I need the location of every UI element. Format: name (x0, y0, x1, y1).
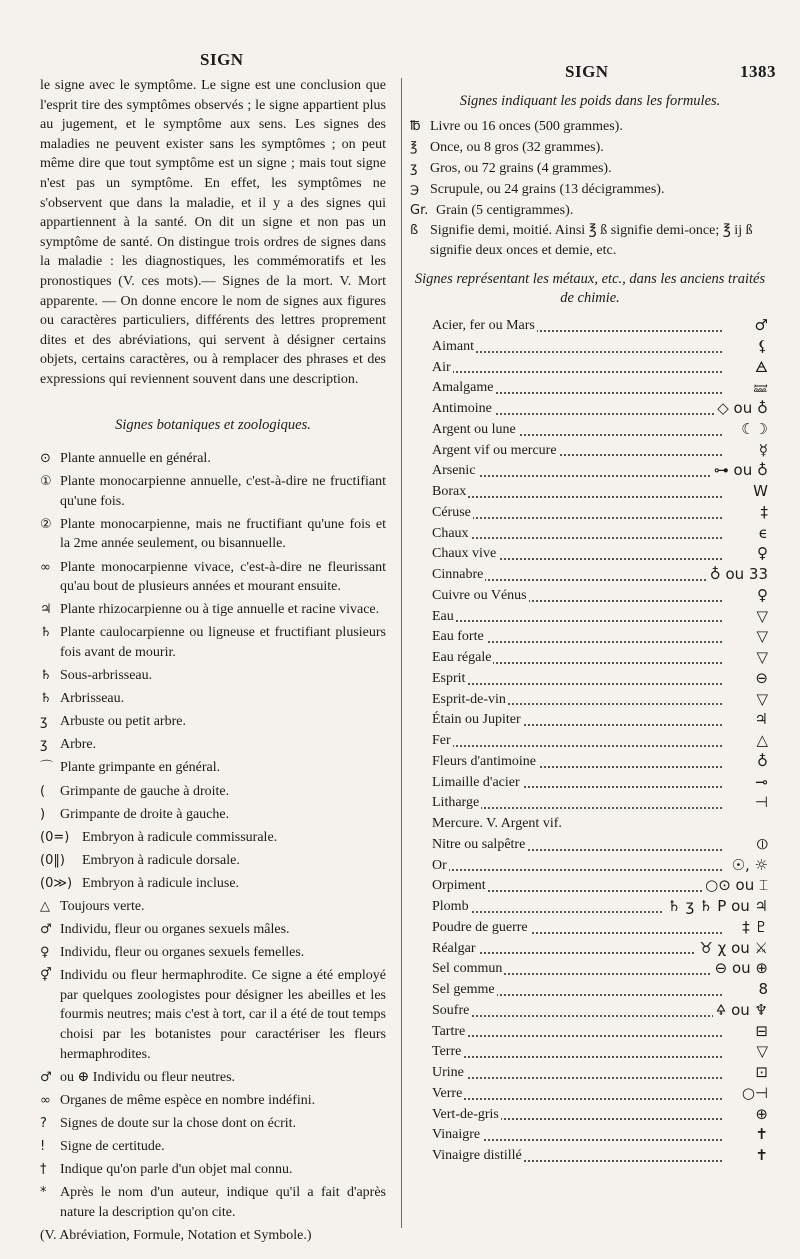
metal-name: Nitre ou salpêtre (432, 836, 526, 852)
sign-description: Plante annuelle en général. (60, 451, 211, 467)
metal-name: Or (432, 857, 447, 873)
alchemical-symbol: ♃ (752, 710, 768, 729)
sign-symbol: ʒ (40, 737, 48, 753)
running-head-left: SIGN (200, 50, 244, 69)
metal-sign-item (432, 814, 770, 835)
weight-sign-item (410, 159, 770, 178)
sign-symbol: ! (40, 1139, 46, 1154)
weights-heading: Signes indiquant les poids dans les formules. (459, 93, 721, 109)
sign-description: Arbrisseau. (60, 691, 125, 707)
alchemical-symbol: ◇ ou ♁ (714, 399, 768, 418)
metal-sign-item (432, 1146, 770, 1167)
metal-name: Tartre (432, 1023, 466, 1039)
weight-symbol: ℈ (410, 181, 420, 197)
weight-description: Grain (5 centigrammes). (436, 202, 574, 218)
alchemical-symbol: ♉ χ ou ⚔ (696, 939, 768, 958)
sign-symbol: (0≫) (40, 875, 73, 891)
metal-sign-item (432, 627, 770, 648)
botanical-sign-item (40, 472, 386, 511)
weight-symbol: ℥ (410, 140, 418, 156)
metal-name: Étain ou Jupiter (432, 712, 521, 728)
metal-sign-item (432, 503, 770, 524)
sign-symbol: ② (40, 516, 52, 532)
sign-description: Organes de même espèce en nombre indéfini. (60, 1092, 316, 1108)
column-divider (401, 78, 402, 1228)
metal-name: Sel commun (432, 961, 503, 977)
metal-sign-item (432, 607, 770, 628)
metal-sign-item (432, 1001, 770, 1022)
metal-name: Céruse (432, 504, 471, 520)
sign-symbol: ⚥ (40, 968, 52, 984)
leader-dots (432, 1056, 722, 1058)
sign-symbol: ♂ (40, 922, 52, 938)
metal-sign-item (432, 1125, 770, 1146)
weight-symbol: Gr. (410, 202, 429, 218)
metal-sign-item (432, 876, 770, 897)
metal-sign-item (432, 856, 770, 877)
alchemical-symbol: ⊖ (752, 669, 768, 688)
sign-symbol: † (40, 1162, 47, 1178)
alchemical-symbol: 🜍 ou ♆ (713, 1001, 768, 1020)
leader-dots (432, 869, 722, 871)
alchemical-symbol: ▽ (753, 607, 768, 626)
page-number: 1383 (740, 62, 776, 81)
botanical-sign-item (40, 558, 386, 597)
metal-name: Chaux (432, 525, 469, 541)
botanical-subheading: Signes botaniques et zoologiques. (115, 416, 311, 433)
botanical-sign-item (40, 1068, 386, 1088)
weight-description: Scrupule, ou 24 grains (13 décigrammes). (430, 181, 665, 197)
botanical-sign-item (40, 623, 386, 662)
sign-description: Plante grimpante en général. (60, 760, 221, 776)
metal-sign-item (432, 648, 770, 669)
alchemical-symbol: ⚸ (754, 337, 768, 356)
sign-description: Signes de doute sur la chose dont on écrit. (60, 1115, 297, 1131)
sign-symbol: ① (40, 474, 52, 490)
metal-name: Réalgar (432, 940, 476, 956)
sign-description: Individu, fleur ou organes sexuels femelles. (60, 945, 305, 961)
alchemical-symbol: ⊡ (752, 1063, 768, 1082)
weight-symbol: ℔ (410, 119, 421, 135)
metal-name: Cinnabre (432, 567, 484, 583)
sign-symbol: ? (40, 1115, 47, 1131)
weight-sign-item (410, 117, 770, 136)
alchemical-symbol: ⊸ (752, 773, 768, 792)
metal-sign-item (432, 980, 770, 1001)
metal-sign-item (432, 897, 770, 918)
sign-description: Sous-arbrisseau. (60, 668, 153, 684)
sign-description: Embryon à radicule incluse. (82, 875, 240, 891)
sign-symbol: ♄ (40, 625, 52, 641)
metal-name: Urine (432, 1065, 464, 1081)
sign-description: ou ⊕ Individu ou fleur neutres. (60, 1069, 236, 1085)
metal-name: Verre (432, 1085, 463, 1101)
sign-description: Plante monocarpienne vivace, c'est-à-dire ne fleurissant qu'au bout de plusieurs années et mourant ensuite. (60, 559, 386, 595)
alchemical-symbol: ♂ (752, 316, 768, 335)
weight-symbol: ʒ (410, 161, 418, 176)
intro-paragraph: le signe avec le symptôme. Le signe est une conclusion que l'esprit tire des symptômes observés ; le signe appartient plus au jugement, et le symptôme aux sens. Les signes des maladies ne peuvent exister sans les symptômes ; on peut même dire que tout symptôme est un signe ; mais tout signe n'est pas un symptôme. En effet, les symptômes ne s'observent que dans la maladie, et il y a des signes qui appartiennent à la santé. On dit un signe et non pas un symptôme de santé. On distingue trois ordres de signes dans la maladie : les diagnostiques, les commémoratifs et les pronostiques (V. ces mots).— Signes de la mort. V. Mort apparente. — On donne encore le nom de signes aux figures ou caractères particuliers, différents des lettres proprement dites et des abréviations, qui servent à désigner certains objets, certains caractères, ou à remplacer des phrases et des expressions qui reviennent souvent dans une description. (40, 78, 386, 387)
alchemical-symbol: ✝ (752, 1146, 768, 1165)
metal-name: Air (432, 359, 451, 375)
metal-name: Eau forte (432, 629, 484, 645)
alchemical-symbol: ▽ (753, 690, 768, 709)
metal-name: Arsenic (432, 463, 476, 479)
botanical-sign-item (40, 600, 386, 620)
alchemical-symbol: ♀ (754, 586, 768, 605)
metal-sign-item (432, 1042, 770, 1063)
botanical-sign-item (40, 712, 386, 732)
sign-description: Indique qu'on parle d'un objet mal connu. (60, 1162, 293, 1178)
metal-name: Chaux vive (432, 546, 497, 562)
leader-dots (432, 1077, 722, 1079)
metal-name: Fer (432, 733, 451, 749)
sign-symbol: ⌒ (40, 760, 54, 776)
leader-dots (432, 496, 722, 498)
metal-name: Litharge (432, 795, 480, 811)
metal-name: Vinaigre distillé (432, 1148, 522, 1164)
botanical-sign-item (40, 666, 386, 686)
metal-name: Eau régale (432, 650, 492, 666)
metal-name: Soufre (432, 1002, 470, 1018)
leader-dots (432, 1015, 722, 1017)
metal-sign-item (432, 441, 770, 462)
metal-name: Sel gemme (432, 982, 495, 998)
leader-dots (432, 620, 722, 622)
see-also-note: (V. Abréviation, Formule, Notation et Symbole.) (40, 1227, 312, 1243)
metal-name: Orpiment (432, 878, 486, 894)
metal-sign-item (432, 1063, 770, 1084)
sign-description: Toujours verte. (60, 898, 145, 914)
sign-description: Après le nom d'un auteur, indique qu'il a fait d'après nature la description qu'on cite. (60, 1185, 386, 1220)
weight-sign-item (410, 221, 770, 260)
sign-description: Individu, fleur ou organes sexuels mâles. (60, 922, 290, 938)
leader-dots (432, 371, 722, 373)
metal-sign-item (432, 544, 770, 565)
metal-name: Cuivre ou Vénus (432, 587, 527, 603)
leader-dots (432, 1035, 722, 1037)
botanical-sign-item (40, 782, 386, 802)
right-column (410, 92, 770, 1167)
sign-description: Signe de certitude. (60, 1139, 165, 1154)
metal-sign-item (432, 939, 770, 960)
metal-name: Vert-de-gris (432, 1106, 499, 1122)
leader-dots (432, 745, 722, 747)
metal-sign-item (432, 793, 770, 814)
sign-symbol: ) (40, 806, 46, 822)
metal-name: Aimant (432, 338, 474, 354)
metal-sign-item (432, 752, 770, 773)
sign-description: Plante monocarpienne, mais ne fructifiant qu'une fois et la 2me année seulement, ou bisannuelle. (60, 516, 386, 552)
metal-sign-item (432, 378, 770, 399)
sign-description: Individu ou fleur hermaphrodite. Ce signe a été employé par quelques zoologistes pour désigner les abeilles et les fourmis neutres; mais c'est à tort, car il a été de tout temps choisi par les botanistes pour caractériser les fleurs hermaphrodites. (60, 968, 386, 1062)
alchemical-symbol: ϵ (756, 524, 768, 543)
metal-name: Amalgame (432, 380, 494, 396)
metal-sign-item (432, 731, 770, 752)
metal-name: Acier, fer ou Mars (432, 318, 535, 334)
metal-name: Fleurs d'antimoine (432, 753, 537, 769)
sign-symbol: ♄ (40, 691, 52, 707)
sign-symbol: ( (40, 783, 46, 799)
weights-sign-list (410, 117, 770, 260)
alchemical-symbol: ‡ ♇ (739, 918, 768, 937)
botanical-sign-item (40, 735, 386, 755)
sign-symbol: ♄ (40, 668, 52, 684)
metal-name: Poudre de guerre (432, 919, 528, 935)
metals-heading: Signes représentant les métaux, etc., dans les anciens traités de chimie. (414, 271, 766, 307)
alchemical-symbol: ☾☽ (738, 420, 768, 439)
botanical-sign-item (40, 920, 386, 940)
metal-sign-item (432, 524, 770, 545)
alchemical-symbol: △ (753, 731, 768, 750)
alchemical-symbol: ▽ (753, 1042, 768, 1061)
botanical-sign-item (40, 897, 386, 917)
botanical-sign-item (40, 1183, 386, 1222)
metal-sign-item (432, 316, 770, 337)
sign-symbol: * (40, 1185, 47, 1201)
alchemical-symbol: ⦶ (754, 835, 768, 854)
weight-description: Gros, ou 72 grains (4 grammes). (430, 161, 612, 176)
alchemical-symbol: ○⊙ ou ⌶ (702, 876, 768, 895)
botanical-sign-item (40, 689, 386, 709)
sign-description: Embryon à radicule commissurale. (82, 829, 278, 845)
alchemical-symbol: ♀ (754, 544, 768, 563)
sign-symbol: (0=) (40, 829, 70, 845)
alchemical-symbol: ✝ (752, 1125, 768, 1144)
botanical-sign-item (40, 1114, 386, 1134)
metal-sign-item (432, 773, 770, 794)
alchemical-symbol: ♄ ʒ ♄ P ou ♃ (664, 897, 768, 916)
weight-description: Signifie demi, moitié. Ainsi ℥ ß signifie demi-once; ℥ ij ß signifie deux onces et demie, etc. (430, 223, 753, 258)
sign-symbol: ♃ (40, 602, 52, 618)
metal-sign-item (432, 669, 770, 690)
metal-name: Terre (432, 1044, 462, 1060)
metal-sign-item (432, 461, 770, 482)
weight-sign-item (410, 180, 770, 199)
sign-symbol: ʒ (40, 714, 48, 730)
metal-name: Vinaigre (432, 1127, 481, 1143)
metal-sign-item (432, 337, 770, 358)
alchemical-symbol: ⊣ (752, 793, 768, 812)
metal-name: Antimoine (432, 401, 492, 417)
weight-symbol: ß (410, 223, 419, 239)
sign-description: Plante rhizocarpienne ou à tige annuelle et racine vivace. (60, 602, 380, 618)
metal-name: Argent vif ou mercure (432, 442, 557, 458)
left-column (40, 76, 386, 1245)
alchemical-symbol: 🝛 (750, 378, 768, 397)
botanical-sign-list (40, 449, 386, 1222)
metal-sign-item (432, 482, 770, 503)
metal-sign-item (432, 586, 770, 607)
botanical-sign-item (40, 874, 386, 894)
metal-sign-item (432, 1022, 770, 1043)
botanical-sign-item (40, 966, 386, 1064)
metals-sign-list (410, 316, 770, 1167)
leader-dots (432, 517, 722, 519)
leader-dots (432, 683, 722, 685)
botanical-sign-item (40, 828, 386, 848)
botanical-sign-item (40, 1091, 386, 1111)
metal-sign-item (432, 918, 770, 939)
metal-name: Argent ou lune (432, 421, 516, 437)
metal-sign-item (432, 565, 770, 586)
alchemical-symbol: ♁ (754, 752, 768, 771)
metal-sign-item (432, 835, 770, 856)
sign-description: Grimpante de droite à gauche. (60, 806, 230, 822)
sign-description: Arbre. (60, 737, 97, 753)
metal-name: Eau (432, 608, 454, 624)
alchemical-symbol: ☉, ☼ (729, 856, 768, 875)
alchemical-symbol: ⊕ (752, 1105, 768, 1124)
alchemical-symbol: ▽ (753, 648, 768, 667)
metal-sign-item (432, 959, 770, 980)
metal-sign-item (432, 710, 770, 731)
sign-symbol: ♂ (40, 1069, 52, 1085)
botanical-sign-item (40, 1160, 386, 1180)
sign-symbol: ⊙ (40, 451, 51, 467)
leader-dots (432, 537, 722, 539)
botanical-sign-item (40, 515, 386, 554)
metal-name: Borax (432, 484, 467, 500)
weight-sign-item (410, 201, 770, 220)
alchemical-symbol: ☿ (756, 441, 768, 460)
sign-description: Arbuste ou petit arbre. (60, 714, 186, 730)
alchemical-symbol: ⊟ (752, 1022, 768, 1041)
alchemical-symbol: W (750, 482, 768, 501)
metal-sign-item (432, 399, 770, 420)
botanical-sign-item (40, 758, 386, 778)
metal-sign-item (432, 1105, 770, 1126)
botanical-sign-item (40, 943, 386, 963)
alchemical-symbol: ‡ (758, 503, 769, 522)
alchemical-symbol: ⊶ ou ♁ (711, 461, 768, 480)
sign-symbol: △ (40, 898, 50, 914)
alchemical-symbol: ⊖ ou ⊕ (712, 959, 768, 978)
sign-symbol: (0‖) (40, 852, 65, 868)
metal-sign-item (432, 358, 770, 379)
botanical-sign-item (40, 1137, 386, 1157)
alchemical-symbol: ○⊣ (739, 1084, 768, 1103)
metal-name: Mercure. V. Argent vif. (432, 816, 562, 832)
running-head-right: SIGN (565, 62, 609, 81)
sign-description: Embryon à radicule dorsale. (82, 852, 240, 868)
metal-sign-item (432, 1084, 770, 1105)
sign-description: Grimpante de gauche à droite. (60, 783, 230, 799)
metal-name: Limaille d'acier (432, 774, 520, 790)
metal-sign-item (432, 420, 770, 441)
sign-description: Plante monocarpienne annuelle, c'est-à-dire ne fructifiant qu'une fois. (60, 474, 386, 509)
weight-description: Livre ou 16 onces (500 grammes). (430, 119, 623, 135)
weight-sign-item (410, 138, 770, 157)
sign-symbol: ∞ (40, 1092, 51, 1108)
alchemical-symbol: 🜁 (752, 358, 768, 377)
sign-symbol: ♀ (40, 945, 50, 961)
botanical-sign-item (40, 851, 386, 871)
alchemical-symbol: 8 (755, 980, 768, 999)
sign-description: Plante caulocarpienne ou ligneuse et fructifiant plusieurs fois avant de mourir. (60, 625, 386, 660)
sign-symbol: ∞ (40, 559, 51, 575)
alchemical-symbol: ♁ ou 33 (707, 565, 768, 584)
leader-dots (432, 1098, 722, 1100)
metal-sign-item (432, 690, 770, 711)
metal-name: Esprit (432, 670, 466, 686)
botanical-sign-item (40, 805, 386, 825)
metal-name: Plomb (432, 899, 469, 915)
botanical-sign-item (40, 449, 386, 469)
weight-description: Once, ou 8 gros (32 grammes). (430, 140, 604, 156)
alchemical-symbol: ▽ (753, 627, 768, 646)
metal-name: Esprit-de-vin (432, 691, 506, 707)
